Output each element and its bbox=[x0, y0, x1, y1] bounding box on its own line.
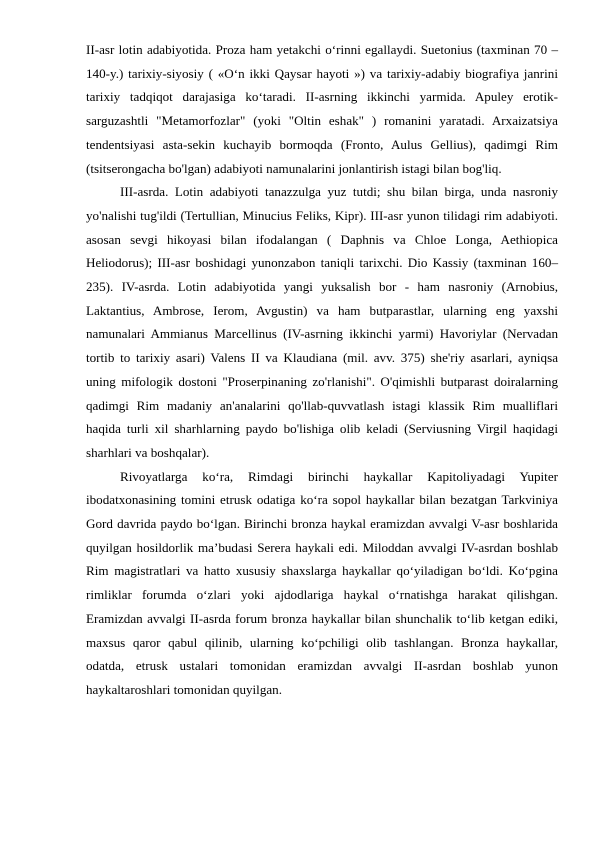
paragraph-roman-statues: Rivoyatlarga ko‘ra, Rimdagi birinchi haykallar Kapitoliyadagi Yupiter ibodatxonasining tomini etrusk odatiga ko‘ra sopol haykallar bilan bezatgan Tarkviniya Gord davrida paydo bo‘lgan. Birinchi bronza haykal eramizdan avvalgi V-asr boshlarida quyilgan hosildorlik ma’budasi Serera haykali edi. Miloddan avvalgi IV-asrdan boshlab Rim magistratlari va hatto xususiy shaxslarga haykallar qo‘yiladigan bo‘ldi. Ko‘pgina rimliklar forumda o‘zlari yoki ajdodlariga haykal o‘rnatishga harakat qilishgan. Eramizdan avvalgi II-asrda forum bronza haykallar bilan shunchalik to‘lib ketgan ediki, maxsus qaror qabul qilinib, ularning ko‘pchiligi olib tashlangan. Bronza haykallar, odatda, etrusk ustalari tomonidan eramizdan avvalgi II-asrdan boshlab yunon haykaltaroshlari tomonidan quyilgan. bbox=[86, 468, 558, 697]
paragraph-prose-second-century: II-asr lotin adabiyotida. Proza ham yetakchi o‘rinni egallaydi. Suetonius (taxminan 70 – 140-y.) tarixiy-siyosiy ( «O‘n ikki Qaysar hayoti ») va tarixiy-adabiy biografiya janrini tarixiy tadqiqot darajasiga ko‘taradi. II-asrning ikkinchi yarmida. Apuley erotik-sarguzashtli "Metamorfozlar" (yoki "Oltin eshak" ) romanini yaratadi. Arxaizatsiya tendentsiyasi asta-sekin kuchayib bormoqda (Fronto, Aulus Gellius), qadimgi Rim (tsitserongacha bo'lgan) adabiyoti namunalarini jonlantirish istagi bilan bog'liq. bbox=[86, 42, 558, 176]
document-page bbox=[86, 38, 558, 702]
paragraph-third-fourth-century: III-asrda. Lotin adabiyoti tanazzulga yuz tutdi; shu bilan birga, unda nasroniy yo'nalishi tug'ildi (Tertullian, Minucius Feliks, Kipr). III-asr yunon tilidagi rim adabiyoti. asosan sevgi hikoyasi bilan ifodalangan ( Daphnis va Chloe Longa, Aethiopica Heliodorus); III-asr boshidagi yunonzabon taniqli tarixchi. Dio Kassiy (taxminan 160–235). IV-asrda. Lotin adabiyotida yangi yuksalish bor - ham nasroniy (Arnobius, Laktantius, Ambrose, Ierom, Avgustin) va ham butparastlar, ularning eng yaxshi namunalari Ammianus Marcellinus (IV-asrning ikkinchi yarmi) Havoriylar (Nervadan tortib to tarixiy asari) Valens II va Klaudiana (mil. avv. 375) she'riy asarlari, ayniqsa uning mifologik dostoni "Proserpinaning zo'rlanishi". O'qimishli butparast doiralarning qadimgi Rim madaniy an'analarini qo'llab-quvvatlash istagi klassik Rim mualliflari haqida turli xil sharhlarning paydo bo'lishiga olib keladi (Serviusning Virgil haqidagi sharhlari va boshqalar). bbox=[86, 184, 558, 460]
